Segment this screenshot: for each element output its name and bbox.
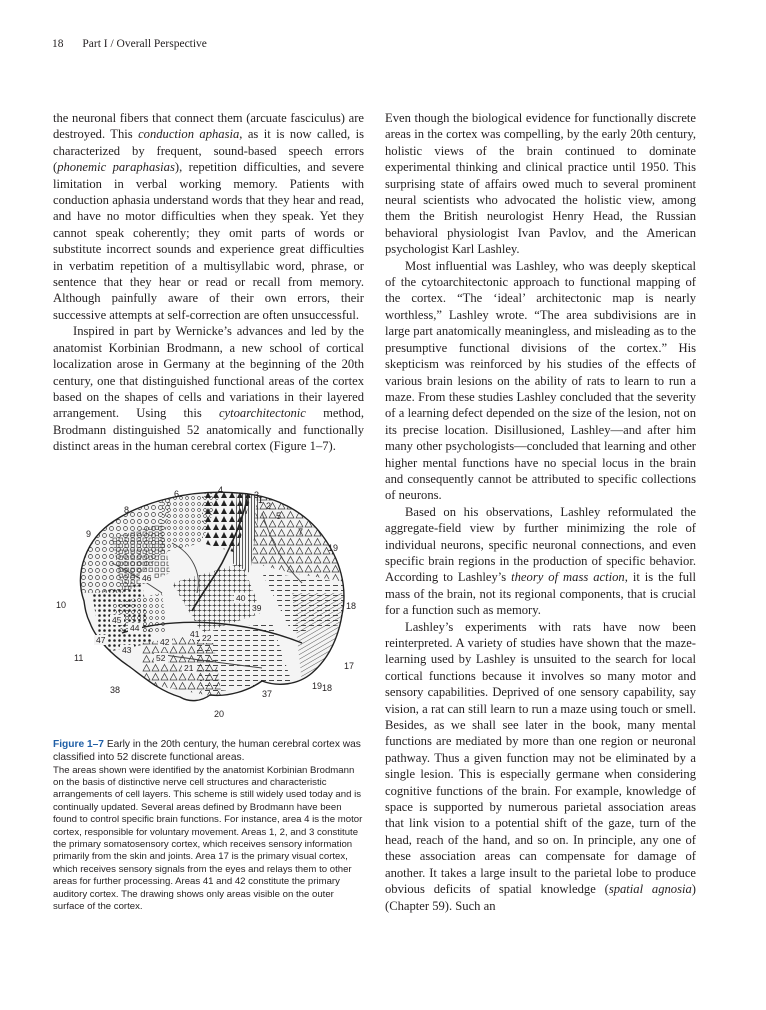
italic-term: conduction aphasia [138, 127, 240, 142]
brodmann-area-label: 8 [124, 505, 130, 515]
brodmann-area-label: 41 [190, 629, 200, 639]
text-run: Inspired in part by Wernicke’s advances and led by the anatomist Korbinian Brodmann, a new school of cortical localization arose in Germany at the beginning of the 20th century, one that distinguished functional areas of the cortex based on the shapes of cells and variations in their layered arrangement. Using this [53, 324, 364, 421]
right-column [385, 110, 696, 914]
text-run: Most influential was Lashley, who was deeply skeptical of the cytoarchitectonic approach to functional mapping of the cortex. “The ‘ideal’ architectonic map is nearly worthless,” Lashley wrote. “The area subdivisions are in large part anatomically meaningless, and misleading as to the presumptive functional divisions of the cortex.” His skepticism was reinforced by his studies of the effects of various brain lesions on the ability of rats to learn to run a maze. From these studies Lashley concluded that the severity of a learning defect depended on the size of the lesion, not on its precise location. Disillusioned, Lashley—and after him many other psychologists—concluded that learning and other higher mental functions have no special locus in the brain and consequently cannot be attributed to specific collections of neurons. [385, 258, 696, 503]
running-head [52, 38, 207, 50]
left-column [53, 110, 364, 455]
text-run: , it is the full mass of the brain, not its regional components, that is crucial for a function such as memory. [385, 570, 697, 618]
text-run: , as it is now called, is characterized by frequent, sound-based speech errors ( [53, 127, 364, 175]
brodmann-brain-drawing [52, 483, 370, 728]
brodmann-area-label: 47 [96, 635, 106, 645]
italic-term: phonemic paraphasias [57, 160, 175, 175]
brodmann-area-label: 11 [74, 653, 84, 663]
text-run: ) (Chapter 59). Such an [385, 882, 696, 913]
body-paragraph [385, 504, 696, 619]
text-run: Even though the biological evidence for functionally discrete areas in the cortex was compelling, by the early 20th century, holistic views of the brain continued to dominate experimental thinking and clinical practice until 1950. This surprising state of affairs owed much to several prominent neural scientists who advocated the holistic view, among them the British neurologist Henry Head, the Russian behavioral physiologist Ivan Pavlov, and the American psychologist Karl Lashley. [385, 111, 696, 257]
brodmann-area-label: 4 [218, 485, 224, 495]
brodmann-area-label: 18 [346, 601, 357, 611]
text-run: the neuronal fibers that connect them (arcuate fasciculus) are destroyed. This [53, 111, 364, 142]
brodmann-area-label: 7 [298, 527, 304, 537]
brodmann-area-label: 43 [122, 645, 132, 655]
brodmann-area-label: 21 [184, 663, 194, 673]
brodmann-area-label: 42 [160, 637, 170, 647]
body-paragraph [385, 258, 696, 504]
brodmann-area-label: 37 [262, 689, 273, 699]
brodmann-area-label: 46 [142, 573, 152, 583]
brodmann-area-label: 6 [174, 489, 180, 499]
brodmann-area-label: 44 [130, 623, 140, 633]
italic-term: theory of mass action [511, 570, 625, 585]
brodmann-area-label: 3 [254, 490, 260, 500]
caption-lead [53, 739, 363, 765]
brodmann-area-label: 17 [344, 661, 355, 671]
figure-title: Early in the 20th century, the human cerebral cortex was classified into 52 discrete functional areas. [53, 739, 361, 763]
brodmann-area-label: 5 [276, 511, 282, 521]
body-paragraph [385, 619, 696, 914]
brodmann-area-label: 20 [214, 709, 225, 719]
text-run: Lashley’s experiments with rats have now been reinterpreted. A variety of studies have shown that the maze-learning used by Lashley is unsuited to the search for local cortical functions because it involves so many motor and sensory capabilities. Deprived of one sensory capability, say vision, a rat can still learn to run a maze using touch or smell. Besides, as we shall see later in the book, many mental functions are mediated by more than one region or neuronal pathway. Thus a given function may not be eliminated by a single lesion. This is especially germane when considering cognitive functions of the brain. For example, knowledge of space is supported by numerous parietal association areas that link vision to a potential shift of the gaze, turn of the head, reach of the hand, and so on. In principle, any one of these association areas can compensate for damage of another. It takes a large insult to the parietal lobe to produce obvious deficits of spatial knowledge ( [385, 619, 696, 897]
text-run: ), repetition difficulties, and severe limitation in verbal working memory. Patients with conduction aphasia understand words that they hear and read, and have no motor difficulties when they speak. Yet they cannot speak coherently; they omit parts of words or substitute incorrect sounds and experience great difficulties in verbatim repetition of a multisyllabic word, phrase, or sentence that they hear or read or recall from memory. Although painfully aware of their own errors, their successive attempts at self-correction are often unsuccessful. [53, 160, 364, 322]
brodmann-area-label: 19 [328, 543, 339, 553]
body-paragraph [53, 323, 364, 454]
italic-term: spatial agnosia [608, 882, 692, 897]
brodmann-area-label: 52 [156, 653, 166, 663]
text-run: method, Brodmann distinguished 52 anatomically and functionally distinct areas in the human cerebral cortex (Figure 1–7). [53, 406, 365, 454]
brodmann-area-label: 19 [312, 681, 323, 691]
brodmann-area-label: 9 [86, 529, 92, 539]
body-paragraph [53, 110, 364, 323]
brodmann-area-label: 45 [112, 615, 122, 625]
italic-term: cytoarchitectonic [218, 406, 306, 421]
figure-caption [53, 739, 363, 913]
brodmann-figure [52, 483, 370, 728]
brodmann-area-label: 22 [202, 633, 212, 643]
brodmann-area-label: 2 [266, 501, 272, 511]
brodmann-area-label: 1 [258, 495, 264, 505]
brodmann-area-label: 38 [110, 685, 121, 695]
figure-label: Figure 1–7 [53, 739, 104, 750]
brodmann-area-label: 40 [236, 593, 246, 603]
caption-body: The areas shown were identified by the anatomist Korbinian Brodmann on the basis of distinctive nerve cell structures and characteristic arrangements of cell layers. This scheme is still widely used today and is continually updated. Several areas defined by Brodmann have been found to control specific brain functions. For instance, area 4 is the motor cortex, responsible for voluntary movement. Areas 1, 2, and 3 constitute the primary somatosensory cortex, which receives sensory information primarily from the skin and joints. Area 17 is the primary visual cortex, which receives sensory signals from the eyes and relays them to other areas for further processing. Areas 41 and 42 constitute the primary auditory cortex. The drawing shows only areas visible on the outer surface of the cortex. [53, 764, 363, 913]
text-run: Based on his observations, Lashley reformulated the aggregate-field view by further minimizing the role of individual neurons, specific neuronal connections, and even specific brain regions in the production of specific behavior. According to Lashley’s [385, 504, 696, 585]
body-paragraph [385, 110, 696, 258]
section-title: Part I / Overall Perspective [82, 38, 207, 50]
page-number: 18 [52, 38, 64, 50]
brodmann-area-label: 39 [252, 603, 262, 613]
brodmann-area-label: 18 [322, 683, 333, 693]
brodmann-area-label: 10 [56, 600, 67, 610]
